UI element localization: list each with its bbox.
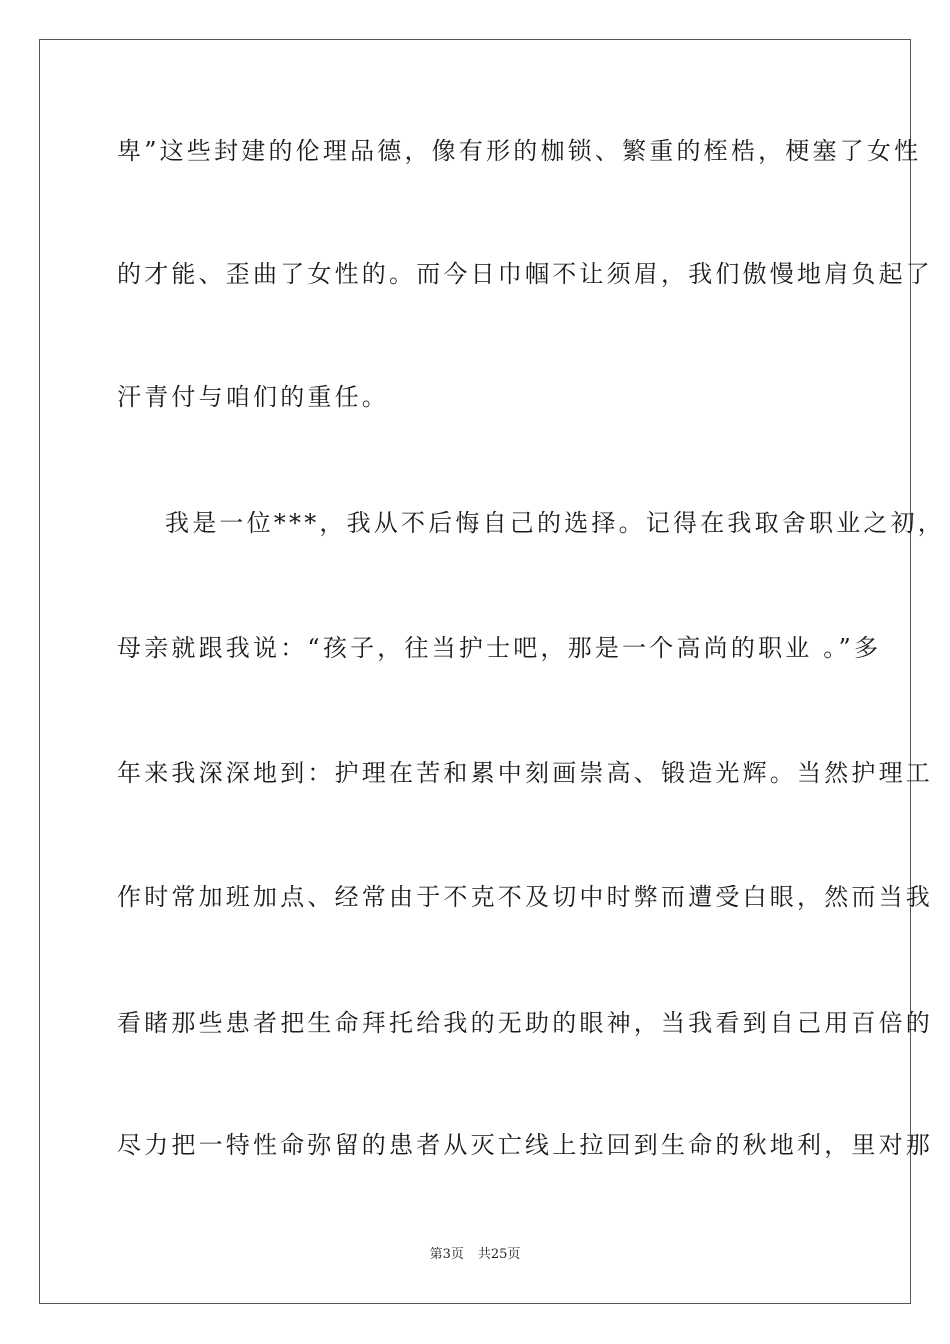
- page-footer: [0, 1247, 950, 1263]
- body-text-line: 母亲就跟我说：“孩子，往当护士吧，那是一个高尚的职业 。”多: [117, 634, 882, 662]
- page-total: 共25页: [477, 1247, 521, 1262]
- body-text-line: 汗青付与咱们的重任。: [117, 383, 389, 411]
- body-text-line: 看睹那些患者把生命拜托给我的无助的眼神，当我看到自己用百倍的: [117, 1009, 933, 1037]
- body-text-line: 的才能、歪曲了女性的。而今日巾帼不让须眉，我们傲慢地肩负起了: [117, 260, 933, 288]
- body-text-line: 年来我深深地到：护理在苦和累中刻画崇高、锻造光辉。当然护理工: [117, 759, 933, 787]
- page-border: [39, 39, 945, 1304]
- body-text-line: 尽力把一特性命弥留的患者从灭亡线上拉回到生命的秋地利，里对那: [117, 1131, 933, 1159]
- body-text-line: 卑”这些封建的伦理品德，像有形的枷锁、繁重的桎梏，梗塞了女性: [117, 137, 922, 165]
- page-number: 第3页: [429, 1247, 464, 1262]
- body-text-line: 作时常加班加点、经常由于不克不及切中时弊而遭受白眼，然而当我: [117, 883, 933, 911]
- body-text-line: 我是一位***，我从不后悔自己的选择。记得在我取舍职业之初，: [165, 509, 945, 537]
